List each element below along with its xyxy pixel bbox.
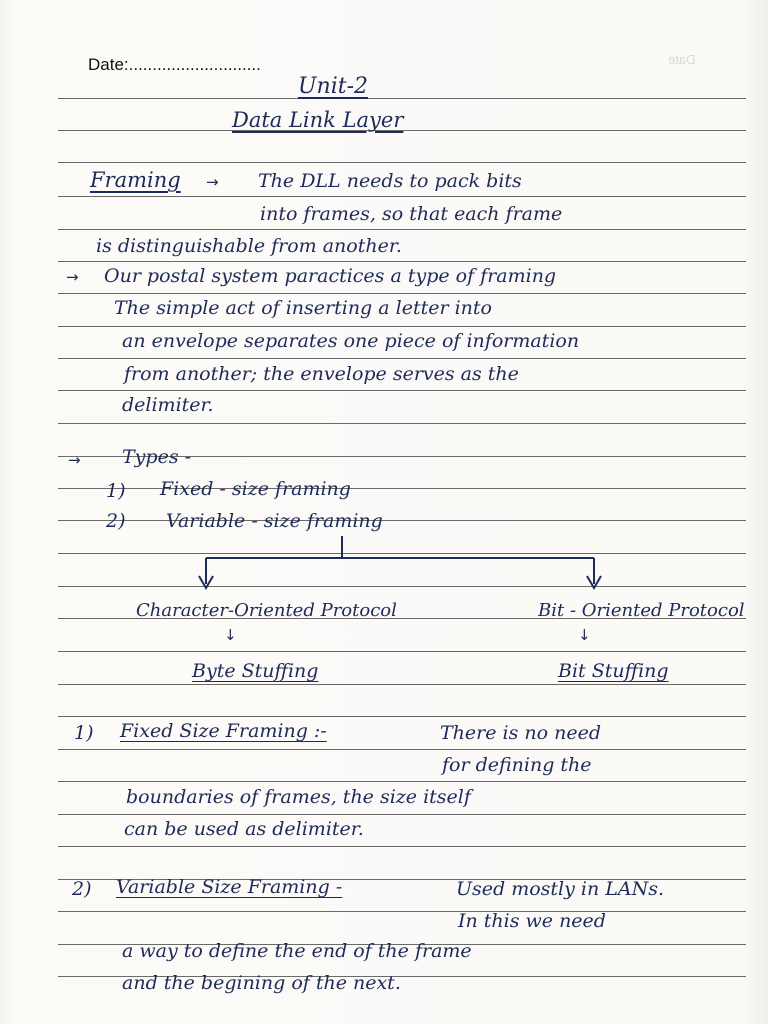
right-arrow-icon: → (206, 173, 219, 191)
types-item-2-number: 2) (106, 510, 126, 532)
framing-term: Framing (90, 168, 181, 192)
fixed-line-2: for defining the (442, 754, 592, 776)
variable-line-3: a way to define the end of the frame (122, 940, 472, 962)
fixed-line-4: can be used as delimiter. (124, 818, 364, 840)
right-arrow-icon: → (66, 268, 79, 286)
variable-line-1: Used mostly in LANs. (456, 878, 665, 900)
fixed-size-term: Fixed Size Framing :- (120, 720, 327, 742)
date-label: Date:............................ (88, 55, 261, 74)
unit-title: Unit-2 (298, 74, 369, 99)
branch-connector (190, 536, 610, 596)
variable-size-term: Variable Size Framing - (116, 876, 343, 898)
fixed-number: 1) (74, 722, 94, 744)
variable-line-2: In this we need (458, 910, 606, 932)
byte-stuffing: Byte Stuffing (192, 660, 319, 682)
framing-line-1: The DLL needs to pack bits (258, 170, 522, 192)
variable-number: 2) (72, 878, 92, 900)
postal-line-5: delimiter. (122, 394, 214, 416)
fixed-line-3: boundaries of frames, the size itself (126, 786, 471, 808)
types-heading: Types - (122, 446, 192, 468)
down-arrow-icon: ↓ (224, 626, 237, 644)
types-item-1-number: 1) (106, 480, 126, 502)
mirrored-stamp: Date (668, 52, 696, 67)
character-oriented-protocol: Character-Oriented Protocol (136, 600, 397, 621)
bit-stuffing: Bit Stuffing (558, 660, 669, 682)
framing-line-2: into frames, so that each frame (260, 203, 563, 225)
postal-line-1: Our postal system paractices a type of framing (104, 265, 557, 287)
bit-oriented-protocol: Bit - Oriented Protocol (538, 600, 745, 621)
types-item-2: Variable - size framing (166, 510, 383, 532)
subject-title: Data Link Layer (232, 108, 404, 132)
fixed-line-1: There is no need (440, 722, 601, 744)
postal-line-4: from another; the envelope serves as the (124, 363, 519, 385)
down-arrow-icon: ↓ (578, 626, 591, 644)
framing-line-3: is distinguishable from another. (96, 235, 402, 257)
variable-line-4: and the begining of the next. (122, 972, 401, 994)
postal-line-3: an envelope separates one piece of information (122, 330, 580, 352)
right-arrow-icon: → (68, 451, 81, 469)
postal-line-2: The simple act of inserting a letter into (114, 297, 492, 319)
types-item-1: Fixed - size framing (160, 478, 351, 500)
